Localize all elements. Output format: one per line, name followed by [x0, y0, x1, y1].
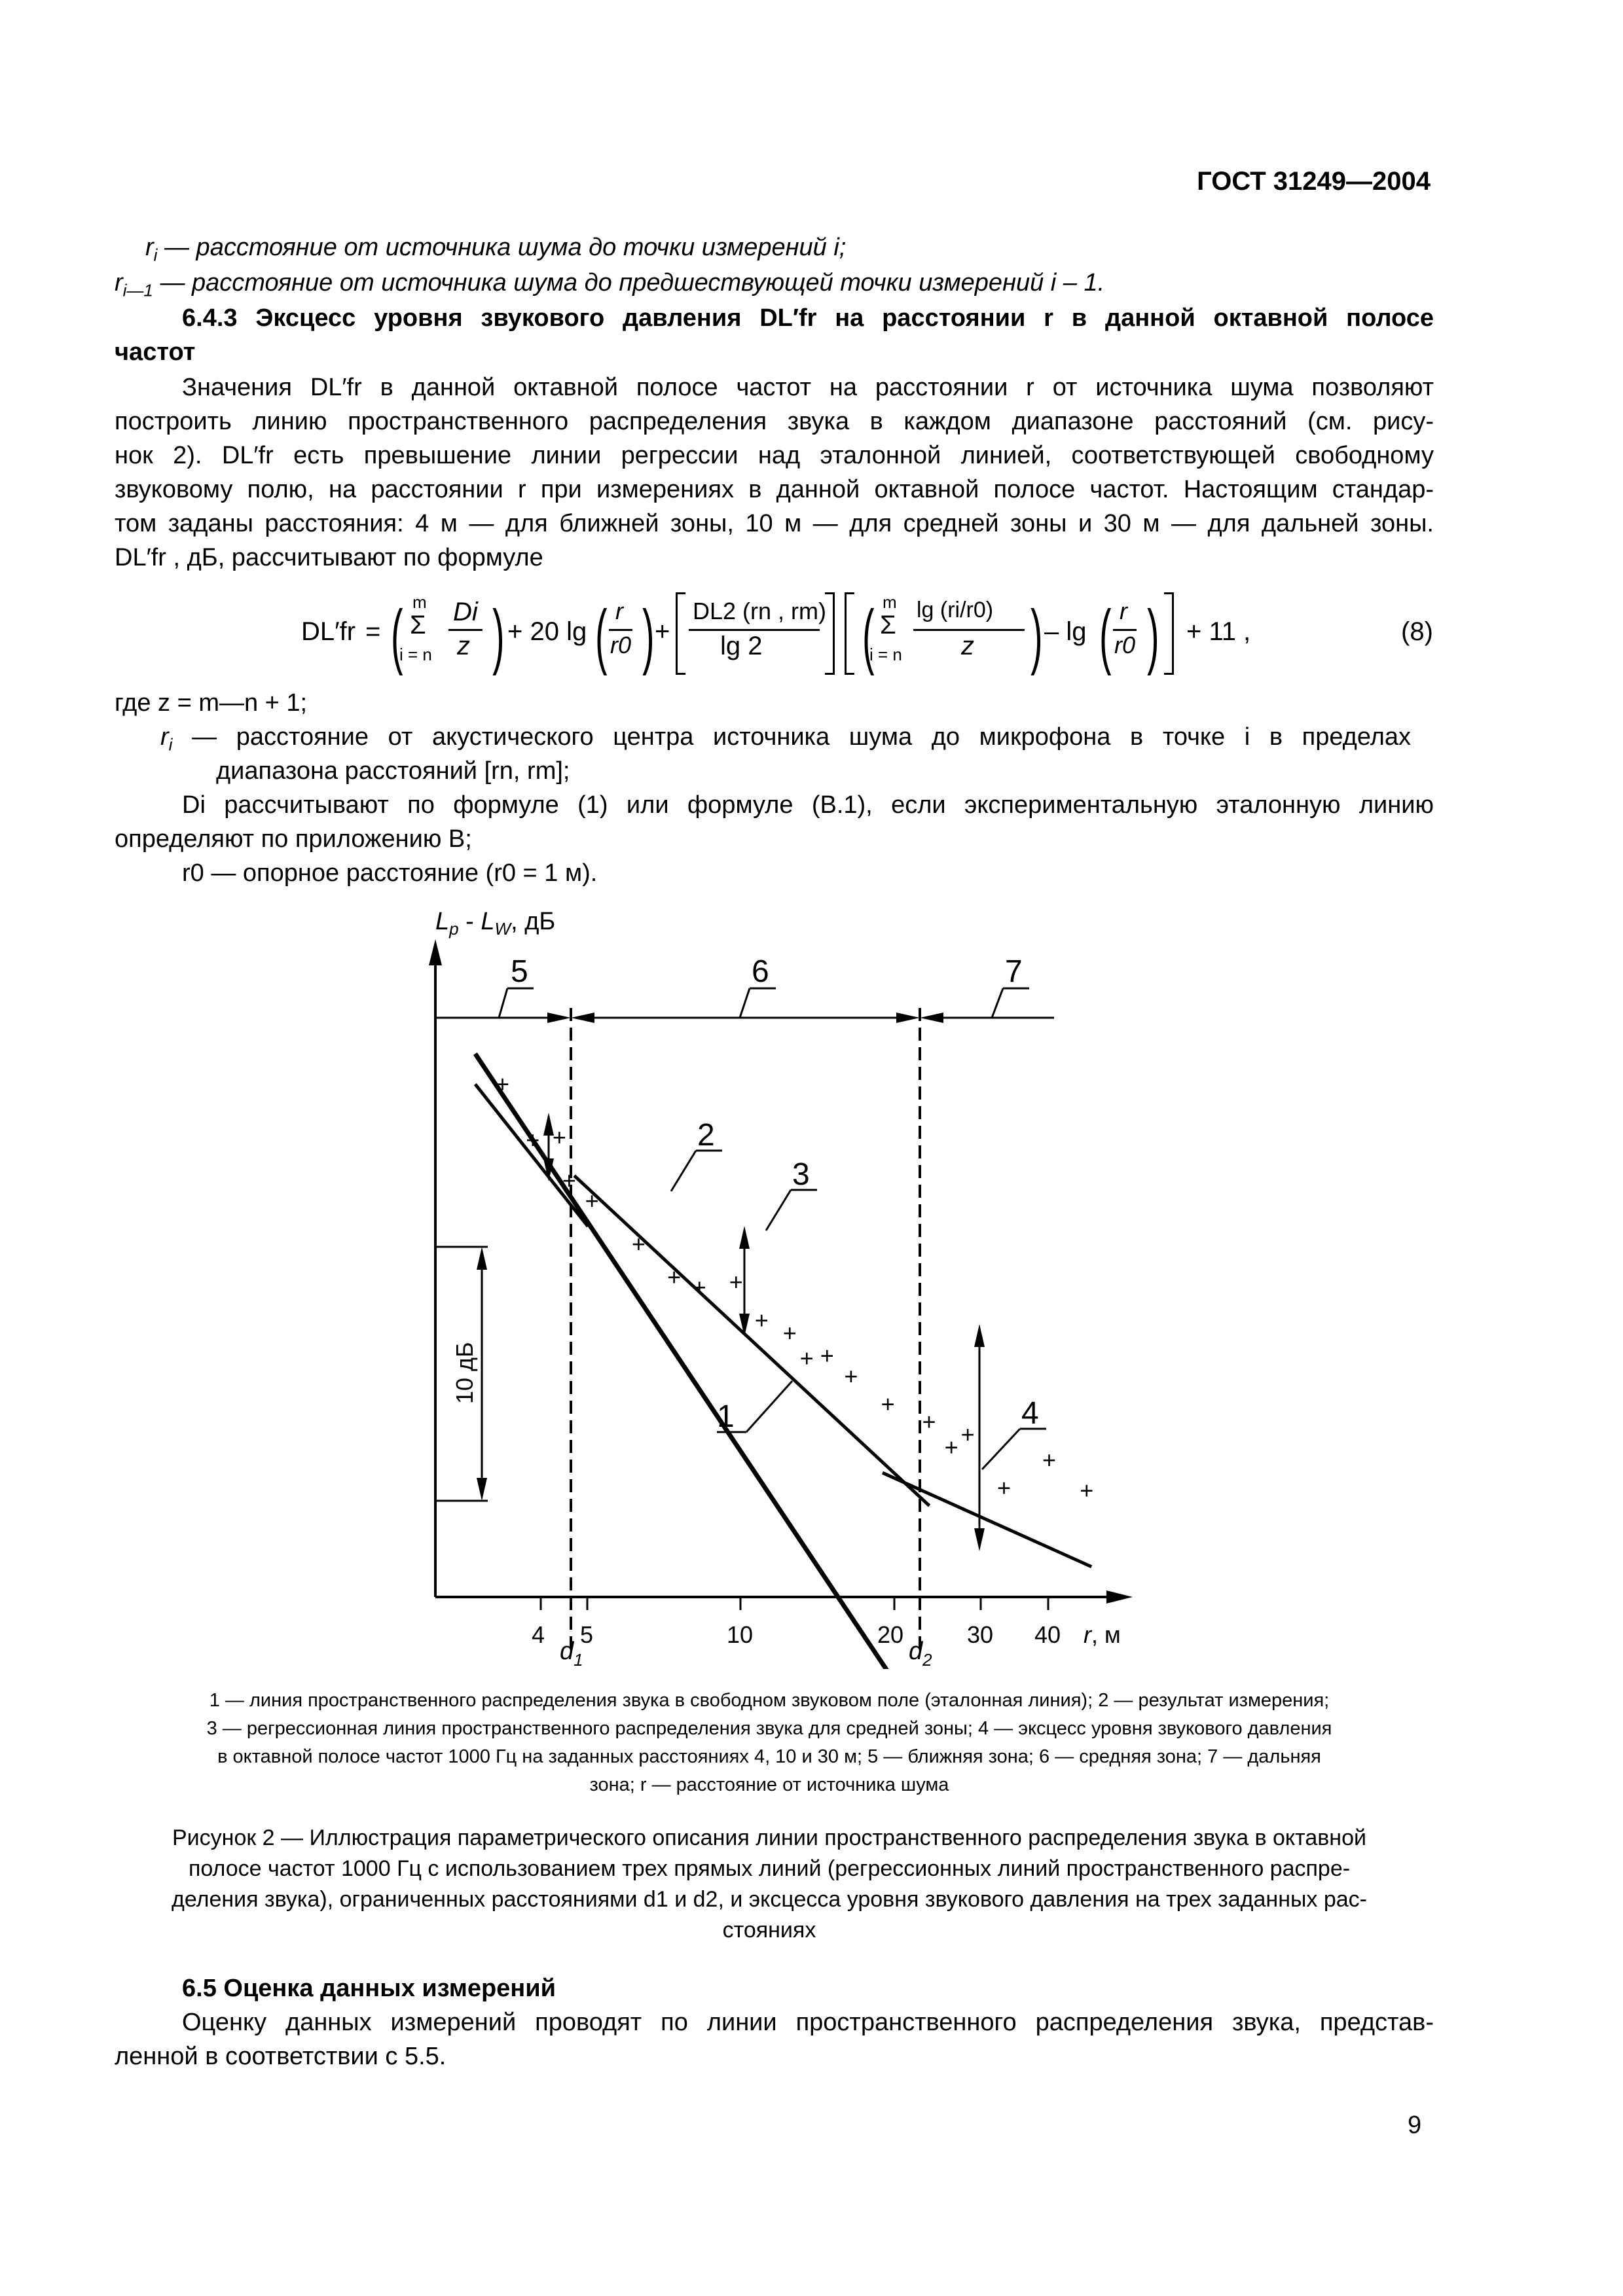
x-axis-arrow: [1106, 1590, 1133, 1604]
line-label-2: 2: [697, 1118, 715, 1153]
zone-label-7: 7: [1005, 954, 1023, 989]
zone-label-6: 6: [752, 954, 769, 989]
formula-8: DL′fr = ( m Σ i = n Di z ) + 20 lg ( r r0 ) + DL2 (rn , rm) lg 2 ( m Σ i = n lg (ri/r0) z ) – lg ( r r0 ) + 11 , (8): [301, 592, 1433, 676]
measurement-point: +: [562, 1167, 576, 1194]
x-tick-10: 10: [727, 1621, 754, 1648]
formula-lhs: DL′fr: [301, 617, 356, 646]
measurement-point: +: [1042, 1446, 1057, 1473]
measurement-point: +: [754, 1306, 769, 1334]
measurement-point: +: [996, 1474, 1011, 1501]
measurement-point: +: [820, 1342, 834, 1369]
legend-line-4: зона; r — расстояние от источника шума: [589, 1774, 949, 1795]
figure-caption-3: деления звука), ограниченных расстояниями d1 и d2, и эксцесса уровня звукового давления на трех заданных рас-: [172, 1887, 1367, 1912]
figure-caption-1: Рисунок 2 — Иллюстрация параметрического описания линии пространственного распределения звука в октавной: [172, 1825, 1366, 1850]
measurement-point: +: [782, 1319, 797, 1346]
sigma-symbol: Σ: [410, 611, 426, 639]
x-tick-40: 40: [1034, 1621, 1061, 1648]
figure-caption-4: стояниях: [722, 1918, 816, 1943]
para-line-6: DL′fr , дБ, рассчитывают по формуле: [115, 544, 543, 571]
line-label-3: 3: [792, 1157, 810, 1192]
measurement-point: +: [944, 1433, 958, 1461]
x-axis-label: r, м: [1084, 1621, 1121, 1648]
para-line-3: нок 2). DL′fr есть превышение линии регрессии над эталонной линией, соответствующей свободному: [115, 442, 1434, 469]
measurement-point: +: [960, 1421, 975, 1448]
measurement-point: +: [631, 1230, 646, 1257]
measurement-point: +: [1080, 1477, 1094, 1504]
measurement-point: +: [729, 1268, 743, 1296]
zone-label-5: 5: [511, 954, 528, 989]
figure-2-chart: [367, 897, 1192, 1669]
measurement-point: +: [799, 1344, 814, 1372]
measurement-point: +: [922, 1408, 936, 1435]
legend-line-2: 3 — регрессионная линия пространственного распределения звука для средней зоны; 4 — эксцесс уровня звукового давления: [206, 1718, 1332, 1739]
x-marker-d1: $d_1$: [560, 1638, 583, 1669]
measurement-point: +: [496, 1070, 510, 1098]
where-ri-2: диапазона расстояний [rn, rm];: [216, 757, 570, 785]
section-643-heading: 6.4.3 Эксцесс уровня звукового давления DL′fr на расстоянии r в данной октавной полосе: [182, 304, 1434, 332]
where-ri-1: $r_i$ — расстояние от акустического центра источника шума до микрофона в точке i в пределах: [160, 723, 1412, 755]
scale-bar-label: 10 дБ: [451, 1342, 478, 1404]
x-marker-d2: $d_2$: [909, 1638, 932, 1669]
section-65-line-2: ленной в соответствии с 5.5.: [115, 2043, 447, 2070]
formula-number: (8): [1401, 617, 1433, 646]
page-number: 9: [1408, 2111, 1422, 2139]
section-65-heading: 6.5 Оценка данных измерений: [182, 1975, 556, 2002]
x-tick-30: 30: [967, 1621, 994, 1648]
def-ri: $r_i$ — расстояние от источника шума до точки измерений i;: [145, 234, 847, 265]
section-65-line-1: Оценку данных измерений проводят по линии пространственного распределения звука, представ-: [182, 2009, 1434, 2036]
measurement-point: +: [844, 1362, 858, 1390]
para-line-2: построить линию пространственного распределения звука в каждом диапазоне расстояний (см. рису-: [115, 408, 1434, 435]
section-643-heading-cont: частот: [115, 338, 196, 366]
measurement-point: +: [692, 1273, 706, 1300]
series-line-3: [883, 1473, 1094, 1567]
standard-number: ГОСТ 31249—2004: [1197, 167, 1431, 196]
line-label-4: 4: [1021, 1396, 1039, 1431]
x-tick-5: 5: [580, 1621, 594, 1648]
where-di-1: Di рассчитывают по формуле (1) или формуле (В.1), если экспериментальную эталонную линию: [182, 791, 1434, 819]
x-tick-4: 4: [532, 1621, 545, 1648]
legend-line-1: 1 — линия пространственного распределения звука в свободном звуковом поле (эталонная линия); 2 — результат измерения;: [209, 1690, 1330, 1711]
figure-caption-2: полосе частот 1000 Гц с использованием трех прямых линий (регрессионных линий пространственного распре-: [188, 1856, 1351, 1881]
para-line-1: Значения DL′fr в данной октавной полосе частот на расстоянии r от источника шума позволяют: [182, 374, 1434, 401]
where-z: где z = m—n + 1;: [115, 689, 308, 717]
para-line-4: звуковому полю, на расстоянии r при измерениях в данной октавной полосе частот. Настоящим стандар-: [115, 476, 1434, 503]
points-layer: [496, 1071, 1093, 1504]
def-ri-1: $r_{i—1}$ — расстояние от источника шума до предшествующей точки измерений i – 1.: [115, 269, 1105, 300]
series-line-2: [574, 1175, 929, 1505]
series-layer: [475, 1054, 1094, 1669]
measurement-point: +: [552, 1124, 566, 1151]
measurement-point: +: [881, 1390, 895, 1418]
where-di-2: определяют по приложению В;: [115, 825, 472, 853]
y-axis-label: $L_p - L_W$, дБ: [435, 908, 556, 939]
x-tick-20: 20: [877, 1621, 904, 1648]
legend-line-3: в октавной полосе частот 1000 Гц на заданных расстояниях 4, 10 и 30 м; 5 — ближняя зона; 6 — средняя зона; 7 — дальняя: [217, 1746, 1321, 1767]
y-axis-arrow: [429, 939, 442, 965]
measurement-point: +: [585, 1187, 599, 1215]
line-label-1: 1: [717, 1399, 735, 1434]
measurement-point: +: [526, 1126, 540, 1153]
where-r0: r0 — опорное расстояние (r0 = 1 м).: [182, 859, 598, 887]
measurement-point: +: [667, 1263, 682, 1291]
para-line-5: том заданы расстояния: 4 м — для ближней зоны, 10 м — для средней зоны и 30 м — для дальней зоны.: [115, 510, 1434, 537]
